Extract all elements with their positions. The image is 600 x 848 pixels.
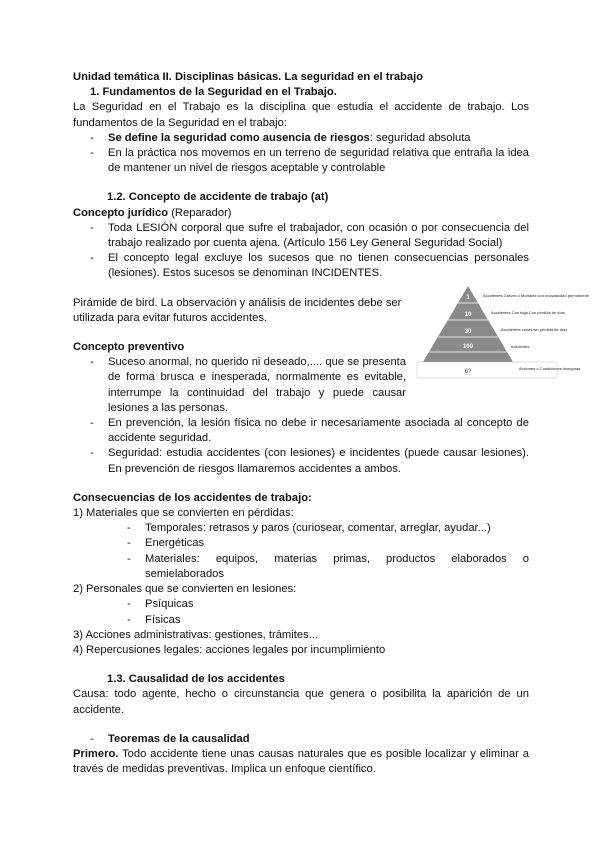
pyramid-label-2: Accidentes Con baja Con pérdida de días <box>491 310 565 315</box>
list-item: - Seguridad: estudia accidentes (con lesiones) e incidentes (puede causar lesiones). En prevención de riesgos llamaremos accidentes a ambos. <box>90 447 529 475</box>
pyramid-level-3: 30 <box>464 329 472 335</box>
list-item: - Se define la seguridad como ausencia de riesgos: seguridad absoluta <box>90 131 471 144</box>
list-item: - En prevención, la lesión física no debe ir necesariamente asociada al concepto de accidente seguridad. <box>90 417 529 445</box>
list-item: - Energéticas <box>127 537 205 550</box>
pyramid-label-5: Acciones o Condiciones Inseguras <box>519 366 581 371</box>
pyramid-level-1: 1 <box>466 295 470 301</box>
consecuencias-heading: Consecuencias de los accidentes de trabajo: <box>73 491 312 504</box>
consecuencias-item-2: 2) Personales que se convierten en lesiones: <box>73 583 297 596</box>
pyramid-level-2: 10 <box>464 312 472 318</box>
concepto-preventivo-heading: Concepto preventivo <box>73 341 185 354</box>
pyramid-label-4: Incidentes <box>511 344 530 349</box>
section-1-3-title: 1.3. Causalidad de los accidentes <box>107 673 285 686</box>
list-item: - Materiales: equipos, materias primas, productos elaborados o semielaborados <box>127 552 529 580</box>
unit-title: Unidad temática II. Disciplinas básicas. La seguridad en el trabajo <box>73 71 424 83</box>
section-1-intro: La Seguridad en el Trabajo es la disciplina que estudia el accidente de trabajo. Los fundamentos de la Seguridad en el trabajo: <box>73 101 529 129</box>
consecuencias-item-3: 3) Acciones administrativas: gestiones, trámites... <box>73 628 318 641</box>
list-item: - Psíquicas <box>127 598 194 611</box>
pyramid-level-4: 100 <box>462 344 474 350</box>
consecuencias-item-4: 4) Repercusiones legales: acciones legales por incumplimiento <box>73 643 386 656</box>
consecuencias-item-1: 1) Materiales que se convierten en pérdidas: <box>73 507 294 520</box>
bird-pyramid-text: Pirámide de bird. La observación y análisis de incidentes debe ser utilizada para evitar futuros accidentes. <box>73 296 402 324</box>
list-item: - Temporales: retrasos y paros (curiosear, comentar, arreglar, ayudar...) <box>127 522 491 535</box>
section-1-2-title: 1.2. Concepto de accidente de trabajo (at) <box>107 191 329 204</box>
concepto-juridico-heading: Concepto jurídico (Reparador) <box>73 206 232 219</box>
list-item: - Suceso anormal, no querido ni deseado,.... que se presenta de forma brusca e inesperada, normalmente es evitable, interrumpe la continuidad del trabajo y puede causar lesiones a las personas. <box>90 356 406 414</box>
section-1-title: 1. Fundamentos de la Seguridad en el Trabajo. <box>90 86 337 99</box>
list-item: - Físicas <box>127 613 181 626</box>
primero-paragraph: Primero. Todo accidente tiene unas causas naturales que es posible localizar y eliminar a través de medidas preventivas. Implica un enfoque científico. <box>73 747 529 776</box>
pyramid-level-5: 6? <box>464 369 472 375</box>
document-body <box>73 70 529 777</box>
list-item: - Teoremas de la causalidad <box>90 732 250 745</box>
pyramid-label-1: Accidentes Graves o Mortales con Incapacidad permanente <box>483 293 590 298</box>
list-item: - En la práctica nos movemos en un terreno de seguridad relativa que entraña la idea de mantener un nivel de riesgos aceptable y controlable <box>90 147 529 175</box>
list-item: - El concepto legal excluye los sucesos que no tienen consecuencias personales (lesiones). Estos sucesos se denominan INCIDENTES. <box>90 252 529 280</box>
pyramid-label-3: Accidentes Leves sin pérdida de días <box>501 327 568 332</box>
list-item: - Toda LESIÓN corporal que sufre el trabajador, con ocasión o por consecuencia del trabajo realizado por cuenta ajena. (Artículo 156 Ley General Seguridad Social) <box>90 221 529 250</box>
bird-pyramid-figure <box>413 284 590 384</box>
causa-definition: Causa: todo agente, hecho o circunstancia que genera o posibilita la aparición de un accidente. <box>73 688 529 716</box>
